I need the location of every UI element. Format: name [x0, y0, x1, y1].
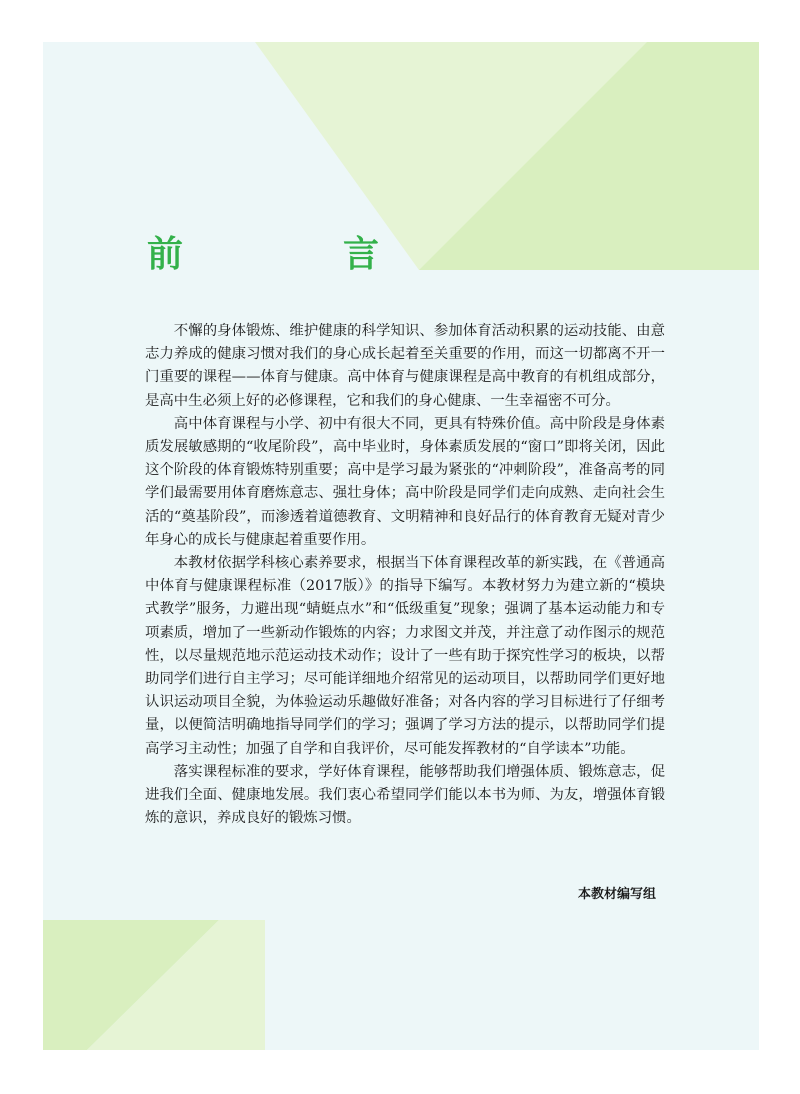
paragraph-4: 落实课程标准的要求，学好体育课程，能够帮助我们增强体质、锻炼意志，促进我们全面、健康地发展。我们衷心希望同学们能以本书为师、为友，增强体育锻炼的意识，养成良好的锻炼习惯。	[145, 763, 665, 827]
page-title: 前 言	[147, 234, 442, 275]
preface-body	[145, 320, 665, 830]
paragraph-3: 本教材依据学科核心素养要求，根据当下体育课程改革的新实践，在《普通高中体育与健康课程标准（2017版）》的指导下编写。本教材努力为建立新的“模块式教学”服务，力避出现“蜻蜓点水”和“低级重复”现象；强调了基本运动能力和专项素质，增加了一些新动作锻炼的内容；力求图文并茂，并注意了动作图示的规范性，以尽量规范地示范运动技术动作；设计了一些有助于探究性学习的板块，以帮助同学们进行自主学习；尽可能详细地介绍常见的运动项目，以帮助同学们更好地认识运动项目全貌，为体验运动乐趣做好准备；对各内容的学习目标进行了仔细考量，以便简洁明确地指导同学们的学习；强调了学习方法的提示，以帮助同学们提高学习主动性；加强了自学和自我评价，尽可能发挥教材的“自学读本”功能。	[145, 555, 665, 757]
paragraph-1: 不懈的身体锻炼、维护健康的科学知识、参加体育活动积累的运动技能、由意志力养成的健康习惯对我们的身心成长起着至关重要的作用，而这一切都离不开一门重要的课程——体育与健康。高中体育与健康课程是高中教育的有机组成部分，是高中生必须上好的必修课程，它和我们的身心健康、一生幸福密不可分。	[145, 323, 665, 409]
paragraph-2: 高中体育课程与小学、初中有很大不同，更具有特殊价值。高中阶段是身体素质发展敏感期的“收尾阶段”，高中毕业时，身体素质发展的“窗口”即将关闭，因此这个阶段的体育锻炼特别重要；高中是学习最为紧张的“冲刺阶段”，准备高考的同学们最需要用体育磨炼意志、强壮身体；高中阶段是同学们走向成熟、走向社会生活的“奠基阶段”，而渗透着道德教育、文明精神和良好品行的体育教育无疑对青少年身心的成长与健康起着重要作用。	[145, 415, 665, 548]
author-signature: 本教材编写组	[578, 887, 657, 902]
